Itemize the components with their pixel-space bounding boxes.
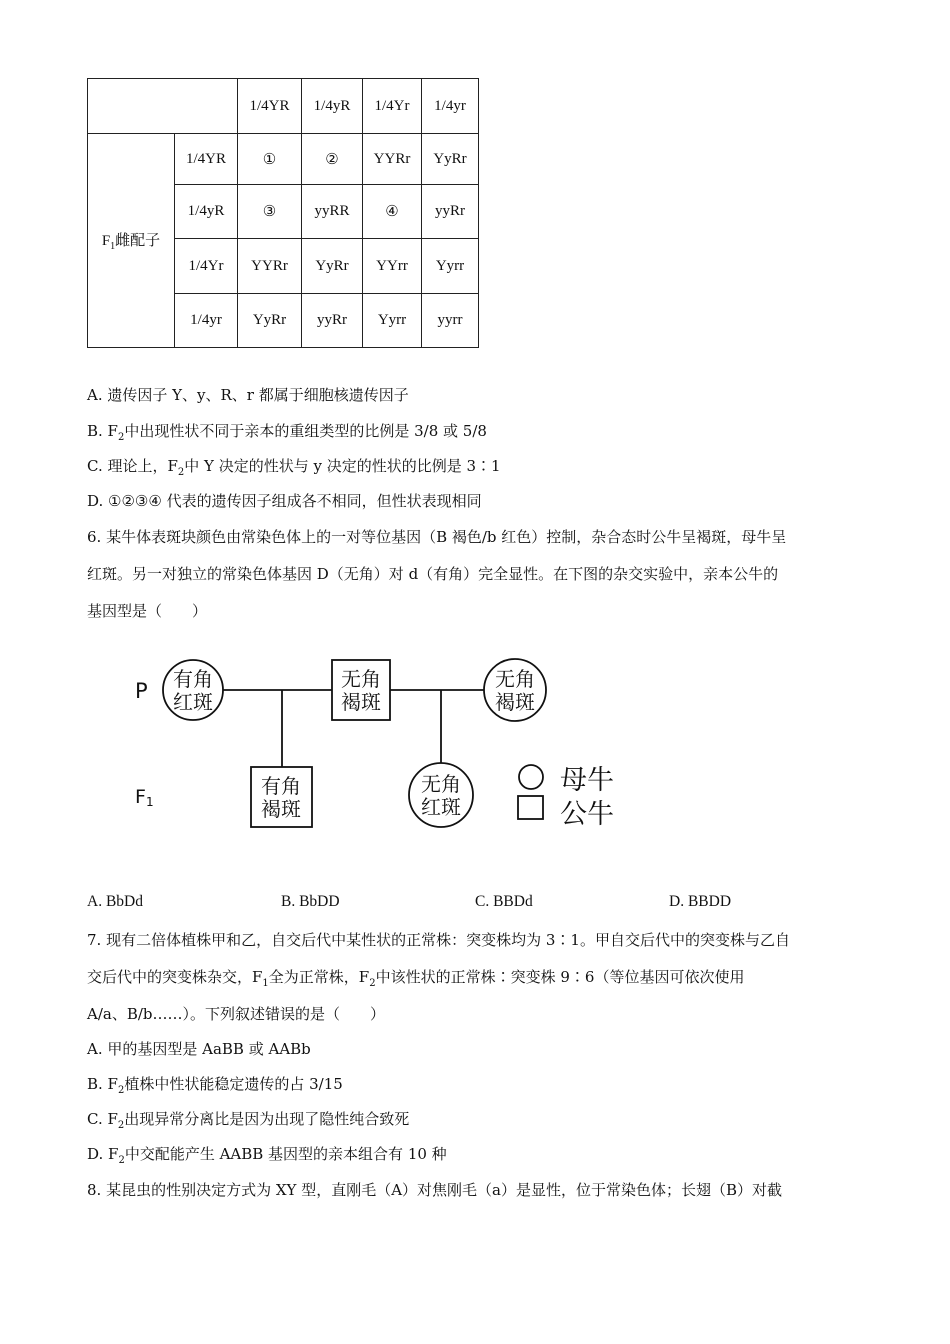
table-cell: yyRr [302,294,363,348]
table-cell: YyRr [422,134,479,185]
table-cell: ① [238,134,302,185]
q6-option-d: D. BBDD [669,893,732,910]
f1-female-text-1: 无角 [421,772,461,796]
f1-female-text-2: 红斑 [421,795,461,819]
p-male-text-1: 无角 [341,667,381,691]
q7-stem-line2: 交后代中的突变株杂交，$F_1$全为正常株，$F_2$中该性状的正常株∶突变株 9∶6（等位基因可依次使用 [87,968,745,989]
p-generation-label: P [135,679,148,703]
q7-option-c: C. $F_2$出现异常分离比是因为出现了隐性纯合致死 [87,1110,410,1131]
f1-male-text-2: 褐斑 [261,797,301,821]
header-cell: 1/4yR [302,79,363,134]
pedigree-diagram [120,645,640,845]
f1-generation-label: F1 [135,786,154,809]
table-corner-cell [88,79,238,134]
p-female-right-text-2: 褐斑 [495,690,535,714]
p-female-right-text-1: 无角 [495,667,535,691]
q5-option-b: B. $F_2$中出现性状不同于亲本的重组类型的比例是 3/8 或 5/8 [87,422,487,443]
table-cell: Yyrr [422,239,479,294]
table-cell: yyRR [302,185,363,239]
row-gamete-cell: 1/4YR [175,134,238,185]
header-cell: 1/4YR [238,79,302,134]
q5-option-a: A. 遗传因子 Y、y、R、r 都属于细胞核遗传因子 [87,386,409,404]
table-cell: ③ [238,185,302,239]
row-gamete-cell: 1/4yR [175,185,238,239]
q7-option-a: A. 甲的基因型是 AaBB 或 AABb [87,1040,311,1058]
table-cell: Yyrr [363,294,422,348]
table-cell: YYRr [363,134,422,185]
q6-stem-line3: 基因型是（ ） [87,602,208,620]
table-cell: ④ [363,185,422,239]
q6-option-b: B. BbDD [281,893,340,910]
table-cell: YyRr [238,294,302,348]
q7-stem-line3: A/a、B/b……）。下列叙述错误的是（ ） [87,1005,386,1023]
table-cell: YYrr [363,239,422,294]
p-female-left-text-2: 红斑 [173,690,213,714]
female-gamete-label: $F_1$雌配子 [88,134,175,348]
f1-male-text-1: 有角 [261,774,301,798]
header-cell: 1/4yr [422,79,479,134]
legend-female-label: 母牛 [560,765,614,796]
p-male-text-2: 褐斑 [341,690,381,714]
q7-stem-line1: 7. 现有二倍体植株甲和乙，自交后代中某性状的正常株：突变株均为 3∶1。甲自交后代中的突变株与乙自 [87,931,790,949]
table-cell: yyrr [422,294,479,348]
header-cell: 1/4Yr [363,79,422,134]
table-row [88,134,479,185]
q6-option-c: C. BBDd [475,893,533,910]
q8-stem-line1: 8. 某昆虫的性别决定方式为 XY 型，直刚毛（A）对焦刚毛（a）是显性，位于常染色体；长翅（B）对截 [87,1181,782,1199]
punnett-table [87,78,479,348]
q6-option-a: A. BbDd [87,893,143,910]
row-gamete-cell: 1/4yr [175,294,238,348]
legend-male-square [518,796,543,819]
table-header-row [88,79,479,134]
row-gamete-cell: 1/4Yr [175,239,238,294]
table-cell: YyRr [302,239,363,294]
q6-stem-line1: 6. 某牛体表斑块颜色由常染色体上的一对等位基因（B 褐色/b 红色）控制，杂合态时公牛呈褐斑，母牛呈 [87,528,787,546]
q5-option-d: D. ①②③④ 代表的遗传因子组成各不相同，但性状表现相同 [87,492,482,510]
table-cell: yyRr [422,185,479,239]
p-female-left-text-1: 有角 [173,667,213,691]
legend-male-label: 公牛 [560,799,614,830]
q5-option-c: C. 理论上，$F_2$中 Y 决定的性状与 y 决定的性状的比例是 3∶1 [87,457,501,478]
q7-option-d: D. $F_2$中交配能产生 AABB 基因型的亲本组合有 10 种 [87,1145,447,1166]
q6-stem-line2: 红斑。另一对独立的常染色体基因 D（无角）对 d（有角）完全显性。在下图的杂交实验中，亲本公牛的 [87,565,779,583]
legend-female-circle [519,765,543,789]
table-cell: YYRr [238,239,302,294]
q7-option-b: B. $F_2$植株中性状能稳定遗传的占 3/15 [87,1075,343,1096]
table-cell: ② [302,134,363,185]
